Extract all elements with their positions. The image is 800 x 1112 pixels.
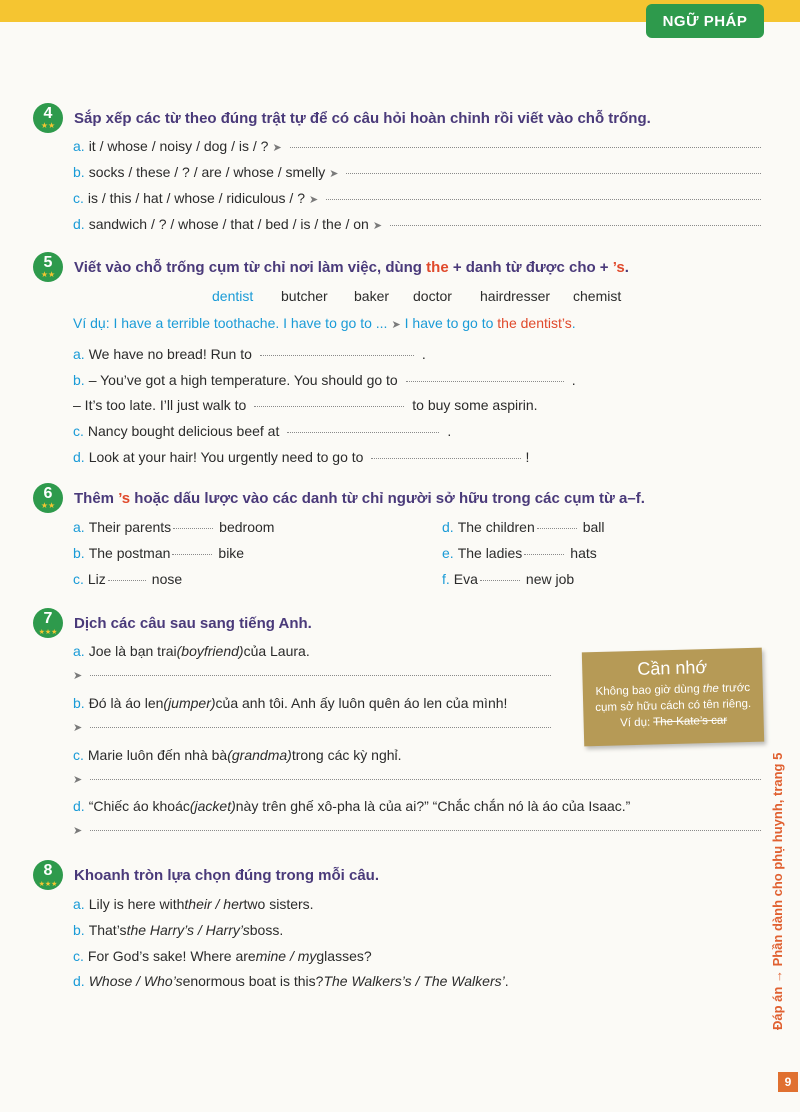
word-doctor: doctor [413,288,452,304]
ex4-item-c: c. is / this / hat / whose / ridiculous / ? ➤ [73,190,761,206]
answer-line[interactable] [346,173,761,174]
svg-text:★★: ★★ [40,121,56,130]
note-body: Không bao giờ dùng the trước cụm sở hữu cách có tên riêng. Ví dụ: The Kate’s car [595,681,752,730]
word-butcher: butcher [281,288,328,304]
ex4-item-b: b. socks / these / ? / are / whose / smelly ➤ [73,164,761,180]
arrow-icon: ➤ [309,194,319,206]
choice-options[interactable]: the Harry’s / Harry’s [126,922,250,938]
answer-blank[interactable] [173,528,213,529]
answer-line[interactable] [290,147,761,148]
choice-options[interactable]: their / her [184,896,244,912]
word-dentist: dentist [212,288,254,304]
note-title: Cần nhớ [637,657,708,679]
ex7-item-d: d. “Chiếc áo khoác (jacket) này trên ghế xô-pha là của ai?” “Chắc chắn nó là áo của Isaac.” [73,798,631,814]
answer-line[interactable] [371,458,521,459]
answer-reference: Đáp án → Phần dành cho phụ huynh, trang 5 [770,752,785,1030]
answer-blank[interactable] [108,580,146,581]
arrow-icon: ➤ [329,168,339,180]
ex7-answer-c: ➤ [73,773,761,786]
ex7-answer-d: ➤ [73,824,761,837]
exercise-8-title: Khoanh tròn lựa chọn đúng trong mỗi câu. [74,866,380,884]
exercise-7-header [32,607,312,639]
svg-text:★★: ★★ [40,501,56,510]
answer-blank[interactable] [537,528,577,529]
ex7-item-c: c. Marie luôn đến nhà bà (grandma) trong các kỳ nghỉ. [73,747,402,763]
ex6-item-a: a. Their parents bedroom [73,519,275,535]
ex8-item-a: a. Lily is here with their / her two sisters. [73,896,314,912]
answer-blank[interactable] [524,554,564,555]
exercise-5-badge: ★★ 5 [32,251,64,283]
ex4-item-a: a. it / whose / noisy / dog / is / ? ➤ [73,138,761,154]
exercise-5-header [32,251,629,283]
exercise-7-badge: ★★★ 7 [32,607,64,639]
ex5-example: Ví dụ: I have a terrible toothache. I have to go to ... ➤ I have to go to the dentist’s . [73,315,576,331]
choice-options[interactable]: The Walkers’s / The Walkers’ [323,973,505,989]
exercise-5-title: Viết vào chỗ trống cụm từ chỉ nơi làm việc, dùng the + danh từ được cho + ’s. [74,258,629,276]
answer-line[interactable] [90,675,551,676]
arrow-icon: ➤ [372,220,383,232]
ex5-item-c: c. Nancy bought delicious beef at . [73,423,452,439]
answer-line[interactable] [390,225,761,226]
ex6-item-c: c. Liz nose [73,571,183,587]
exercise-4-header [32,102,651,134]
exercise-8-badge: ★★★ 8 [32,859,64,891]
answer-line[interactable] [254,406,404,407]
ex8-item-c: c. For God’s sake! Where are mine / my glasses? [73,948,372,964]
ex6-item-b: b. The postman bike [73,545,245,561]
ex7-answer-a: ➤ [73,669,551,682]
answer-line[interactable] [90,727,551,728]
ex8-item-b: b. That’s the Harry’s / Harry’s boss. [73,922,284,938]
choice-options[interactable]: mine / my [255,948,317,964]
exercise-7-title: Dịch các câu sau sang tiếng Anh. [74,614,312,632]
exercise-6-badge: ★★ 6 [32,482,64,514]
remember-note [582,648,764,747]
ex4-item-d: d. sandwich / ? / whose / that / bed / is / the / on ➤ [73,216,761,232]
answer-line[interactable] [90,830,761,831]
ex6-item-d: d. The children ball [442,519,605,535]
answer-blank[interactable] [480,580,520,581]
exercise-8-header [32,859,379,891]
choice-options[interactable]: Whose / Who’s [88,973,183,989]
ex7-answer-b: ➤ [73,721,551,734]
arrow-icon: ➤ [272,142,282,154]
ex6-item-f: f. Eva new job [442,571,575,587]
exercise-4-title: Sắp xếp các từ theo đúng trật tự để có câu hỏi hoàn chỉnh rồi viết vào chỗ trống. [74,109,651,127]
svg-text:★★: ★★ [40,270,56,279]
answer-line[interactable] [287,432,439,433]
ex7-item-b: b. Đó là áo len (jumper) của anh tôi. Anh ấy luôn quên áo len của mình! [73,695,508,711]
ex8-item-d: d. Whose / Who’s enormous boat is this? The Walkers’s / The Walkers’ . [73,973,509,989]
answer-line[interactable] [90,779,761,780]
ex5-item-a: a. We have no bread! Run to . [73,346,426,362]
exercise-6-title: Thêm ’s hoặc dấu lược vào các danh từ chỉ người sở hữu trong các cụm từ a–f. [74,489,645,507]
ex6-item-e: e. The ladies hats [442,545,597,561]
svg-text:★★★: ★★★ [38,881,58,888]
page-number: 9 [778,1072,798,1092]
word-hairdresser: hairdresser [480,288,551,304]
ex5-item-b2: – It’s too late. I’ll just walk to to buy some aspirin. [73,397,538,413]
answer-line[interactable] [406,381,564,382]
word-chemist: chemist [573,288,622,304]
word-baker: baker [354,288,390,304]
ex7-item-a: a. Joe là bạn trai (boyfriend) của Laura. [73,643,310,659]
svg-text:★★★: ★★★ [38,629,58,636]
exercise-4-badge: ★★ 4 [32,102,64,134]
answer-blank[interactable] [172,554,212,555]
exercise-6-header [32,482,645,514]
ex5-item-d: d. Look at your hair! You urgently need to go to ! [73,449,530,465]
ex5-item-b: b. – You’ve got a high temperature. You should go to . [73,372,576,388]
answer-line[interactable] [260,355,414,356]
section-tag: NGỮ PHÁP [646,4,764,38]
answer-line[interactable] [326,199,761,200]
